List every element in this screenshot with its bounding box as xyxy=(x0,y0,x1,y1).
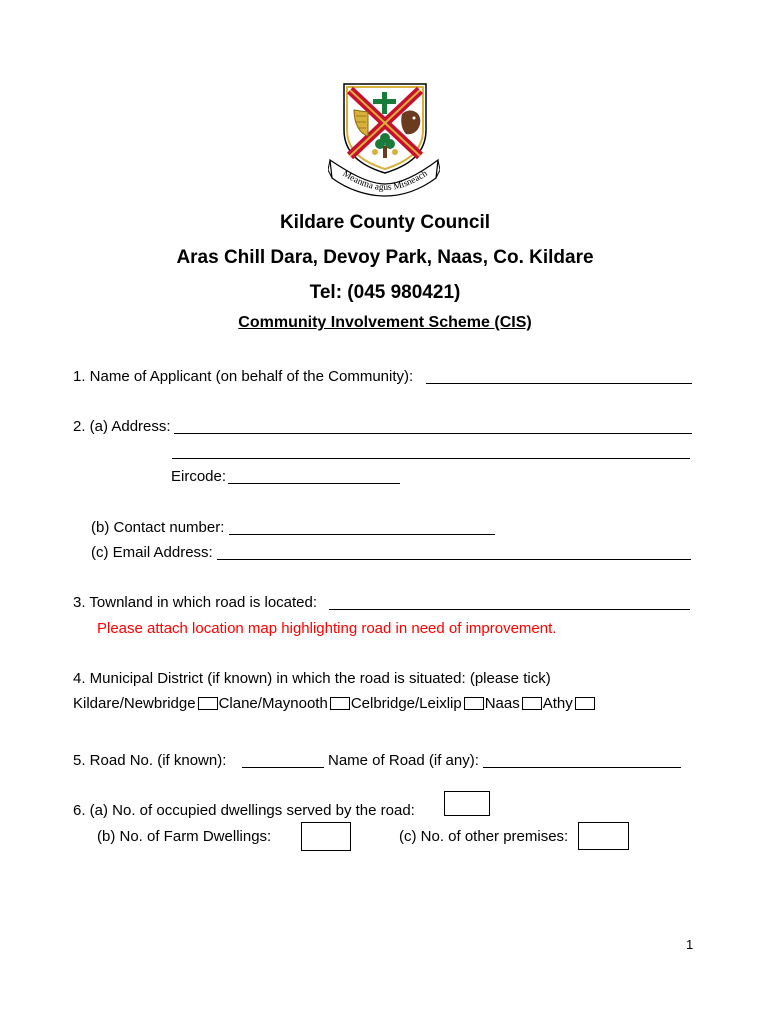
option-label: Kildare/Newbridge xyxy=(73,695,196,712)
tick-box-naas[interactable] xyxy=(522,697,542,710)
other-premises-box[interactable] xyxy=(578,822,629,850)
option-label: Celbridge/Leixlip xyxy=(350,695,462,712)
form-title: Community Involvement Scheme (CIS) xyxy=(238,314,532,331)
address-label: 2. (a) Address: xyxy=(73,418,171,435)
eircode-field[interactable] xyxy=(228,483,400,484)
org-telephone: Tel: (045 980421) xyxy=(309,282,461,303)
farm-dwellings-label: (b) No. of Farm Dwellings: xyxy=(97,828,272,845)
road-name-field[interactable] xyxy=(483,767,681,768)
option-label: Athy xyxy=(542,695,573,712)
crest-motto: Meanma agus Misneach xyxy=(340,168,430,194)
municipal-district-label: 4. Municipal District (if known) in which the road is situated: (please tick) xyxy=(73,670,551,687)
road-name-label: Name of Road (if any): xyxy=(328,752,479,769)
email-label: (c) Email Address: xyxy=(91,544,213,561)
email-field[interactable] xyxy=(217,559,691,560)
applicant-name-field[interactable] xyxy=(426,383,692,384)
applicant-name-label: 1. Name of Applicant (on behalf of the Community): xyxy=(73,368,414,385)
org-name: Kildare County Council xyxy=(279,212,491,233)
contact-number-label: (b) Contact number: xyxy=(91,519,225,536)
tick-box-athy[interactable] xyxy=(575,697,595,710)
address-line-2-field[interactable] xyxy=(172,458,690,459)
page-number: 1 xyxy=(686,937,694,952)
tick-box-clane-maynooth[interactable] xyxy=(330,697,350,710)
farm-dwellings-box[interactable] xyxy=(301,822,351,851)
tick-box-celbridge-leixlip[interactable] xyxy=(464,697,484,710)
townland-field[interactable] xyxy=(329,609,690,610)
occupied-dwellings-box[interactable] xyxy=(444,791,490,816)
road-number-label: 5. Road No. (if known): xyxy=(73,752,227,769)
road-number-field[interactable] xyxy=(242,767,324,768)
address-line-1-field[interactable] xyxy=(174,433,692,434)
occupied-dwellings-label: 6. (a) No. of occupied dwellings served by the road: xyxy=(73,802,415,819)
other-premises-label: (c) No. of other premises: xyxy=(399,828,569,845)
option-label: Naas xyxy=(484,695,520,712)
option-label: Clane/Maynooth xyxy=(218,695,328,712)
org-address: Aras Chill Dara, Devoy Park, Naas, Co. Kildare xyxy=(176,247,594,268)
eircode-label: Eircode: xyxy=(171,468,227,485)
tick-box-kildare-newbridge[interactable] xyxy=(198,697,218,710)
townland-label: 3. Townland in which road is located: xyxy=(73,594,318,611)
council-crest xyxy=(328,78,440,198)
contact-number-field[interactable] xyxy=(229,534,495,535)
location-map-note: Please attach location map highlighting road in need of improvement. xyxy=(97,620,557,637)
municipal-district-options xyxy=(73,695,596,712)
